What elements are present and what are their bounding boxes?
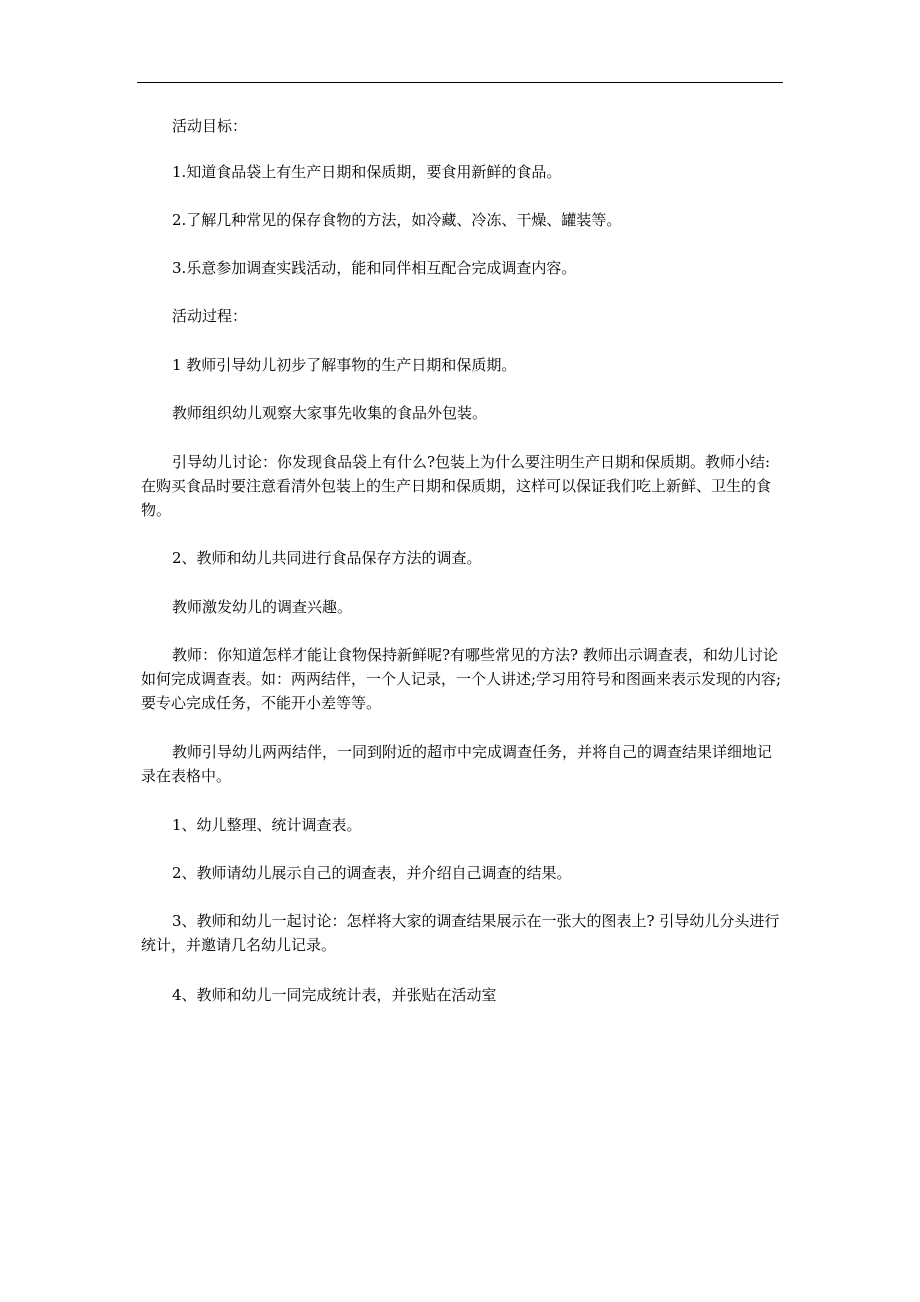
paragraph: 教师激发幼儿的调查兴趣。: [172, 598, 353, 616]
paragraph: 教师引导幼儿两两结伴，一同到附近的超市中完成调查任务，并将自己的调查结果详细地记录在表格中。: [141, 743, 773, 785]
paragraph: 教师组织幼儿观察大家事先收集的食品外包装。: [172, 404, 488, 422]
paragraph: 教师：你知道怎样才能让食物保持新鲜呢?有哪些常见的方法? 教师出示调查表，和幼儿讨论如何完成调查表。如：两两结伴，一个人记录，一个人讲述;学习用符号和图画来表示发现的内容;要专心完成任务，不能开小差等等。: [141, 646, 782, 712]
heading-goals: 活动目标：: [172, 117, 248, 135]
goal-item-2: 2.了解几种常见的保存食物的方法，如冷藏、冷冻、干燥、罐装等。: [172, 211, 622, 229]
header-rule: [137, 82, 783, 83]
goal-item-1: 1.知道食品袋上有生产日期和保质期，要食用新鲜的食品。: [172, 163, 562, 181]
list-item: 1、幼儿整理、统计调查表。: [172, 816, 362, 834]
heading-process: 活动过程：: [172, 307, 248, 325]
list-item: 2、教师请幼儿展示自己的调查表，并介绍自己调查的结果。: [172, 864, 572, 882]
process-step-2: 2、教师和幼儿共同进行食品保存方法的调查。: [172, 549, 482, 567]
list-item: 3、教师和幼儿一起讨论：怎样将大家的调查结果展示在一张大的图表上? 引导幼儿分头进行统计，并邀请几名幼儿记录。: [141, 912, 780, 954]
list-item: 4、教师和幼儿一同完成统计表，并张贴在活动室: [172, 986, 497, 1004]
paragraph: 引导幼儿讨论：你发现食品袋上有什么?包装上为什么要注明生产日期和保质期。教师小结:在购买食品时要注意看清外包装上的生产日期和保质期，这样可以保证我们吃上新鲜、卫生的食物。: [141, 453, 772, 519]
process-step-1: 1 教师引导幼儿初步了解事物的生产日期和保质期。: [172, 356, 517, 374]
goal-item-3: 3.乐意参加调查实践活动，能和同伴相互配合完成调查内容。: [172, 259, 577, 277]
